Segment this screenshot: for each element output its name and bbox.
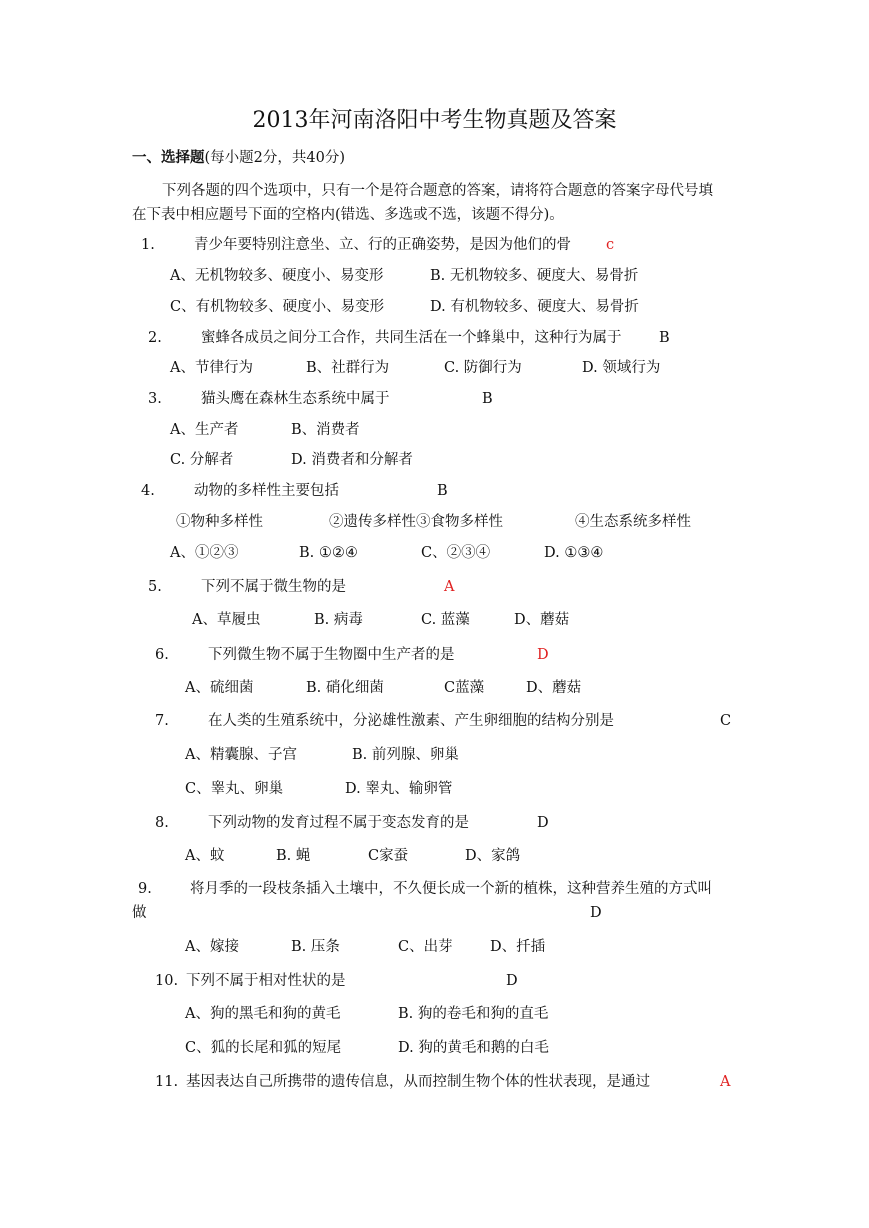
option-b: B. 蝇 — [276, 848, 311, 864]
option-c: C. 蓝藻 — [421, 612, 470, 628]
option-c: C、②③④ — [421, 545, 491, 561]
option-a: A、节律行为 — [170, 360, 253, 376]
question-answer: C — [720, 713, 732, 729]
question-number: 1. — [141, 237, 155, 253]
option-b: B、社群行为 — [306, 360, 390, 376]
question-answer: A — [444, 579, 455, 595]
option-c: C家蚕 — [368, 848, 409, 864]
option-b: B、消费者 — [291, 422, 360, 438]
question-number: 7. — [155, 713, 169, 729]
question-answer: D — [537, 815, 549, 831]
option-c: C、有机物较多、硬度小、易变形 — [170, 299, 385, 315]
question-stem: 青少年要特别注意坐、立、行的正确姿势，是因为他们的骨 — [194, 237, 571, 253]
page-title: 2013年河南洛阳中考生物真题及答案 — [252, 108, 617, 133]
option-d: D、蘑菇 — [526, 680, 582, 696]
question-stem-continued: 做 — [132, 905, 147, 921]
question-answer: D — [506, 973, 518, 989]
instructions-line-2: 在下表中相应题号下面的空格内(错选、多选或不选，该题不得分)。 — [132, 207, 564, 223]
choice-item: ②遗传多样性③食物多样性 — [329, 514, 503, 530]
option-b: B. ①②④ — [299, 545, 358, 561]
option-d: D、家鸽 — [465, 848, 521, 864]
option-a: A、草履虫 — [192, 612, 261, 628]
question-stem: 将月季的一段枝条插入土壤中，不久便长成一个新的植株，这种营养生殖的方式叫 — [190, 881, 712, 897]
option-b: B. 压条 — [291, 939, 340, 955]
section-heading — [132, 151, 345, 166]
option-b: B. 硝化细菌 — [306, 680, 384, 696]
option-b: B. 病毒 — [314, 612, 363, 628]
question-number: 6. — [155, 647, 169, 663]
question-number: 5. — [148, 579, 162, 595]
option-d: D、蘑菇 — [514, 612, 570, 628]
question-answer: B — [437, 483, 448, 499]
option-c: C. 分解者 — [170, 452, 234, 468]
option-d: D. 消费者和分解者 — [291, 452, 413, 468]
option-a: A、无机物较多、硬度小、易变形 — [170, 268, 384, 284]
option-d: D. 狗的黄毛和鹅的白毛 — [398, 1040, 549, 1056]
option-d: D、扦插 — [490, 939, 546, 955]
option-a: A、精囊腺、子宫 — [185, 747, 297, 763]
question-number: 4. — [141, 483, 155, 499]
question-answer: D — [590, 905, 602, 921]
option-a: A、生产者 — [170, 422, 239, 438]
option-c: C、出芽 — [398, 939, 453, 955]
question-stem: 基因表达自己所携带的遗传信息，从而控制生物个体的性状表现，是通过 — [186, 1074, 650, 1090]
question-stem: 在人类的生殖系统中，分泌雄性激素、产生卵细胞的结构分别是 — [208, 713, 614, 729]
option-c: C. 防御行为 — [444, 360, 522, 376]
question-answer: A — [720, 1074, 731, 1090]
option-d: D. 睾丸、输卵管 — [345, 781, 453, 797]
question-number: 10. — [155, 973, 179, 989]
option-d: D. ①③④ — [544, 545, 604, 561]
question-number: 11. — [155, 1074, 179, 1090]
question-number: 3. — [148, 391, 162, 407]
option-b: B. 狗的卷毛和狗的直毛 — [398, 1006, 549, 1022]
question-number: 8. — [155, 815, 169, 831]
question-number: 9. — [138, 881, 152, 897]
option-d: D. 领域行为 — [582, 360, 661, 376]
question-stem: 蜜蜂各成员之间分工合作，共同生活在一个蜂巢中，这种行为属于 — [201, 330, 622, 346]
question-answer: B — [482, 391, 493, 407]
question-answer: c — [606, 237, 615, 253]
option-b: B. 前列腺、卵巢 — [352, 747, 459, 763]
choice-item: ④生态系统多样性 — [575, 514, 691, 530]
option-c: C、睾丸、卵巢 — [185, 781, 284, 797]
question-stem: 猫头鹰在森林生态系统中属于 — [201, 391, 390, 407]
choice-item: ①物种多样性 — [176, 514, 263, 530]
option-a: A、蚊 — [185, 848, 225, 864]
question-stem: 下列动物的发育过程不属于变态发育的是 — [208, 815, 469, 831]
option-c: C、狐的长尾和狐的短尾 — [185, 1040, 342, 1056]
option-a: A、①②③ — [170, 545, 239, 561]
question-stem: 下列不属于微生物的是 — [201, 579, 346, 595]
question-stem: 动物的多样性主要包括 — [194, 483, 339, 499]
option-a: A、硫细菌 — [185, 680, 254, 696]
question-answer: D — [537, 647, 549, 663]
option-a: A、嫁接 — [185, 939, 239, 955]
option-b: B. 无机物较多、硬度大、易骨折 — [430, 268, 639, 284]
question-stem: 下列不属于相对性状的是 — [186, 973, 346, 989]
question-answer: B — [659, 330, 670, 346]
question-number: 2. — [148, 330, 162, 346]
option-d: D. 有机物较多、硬度大、易骨折 — [430, 299, 639, 315]
section-heading-label: 一、选择题 — [132, 149, 205, 166]
section-note: (每小题2分，共40分) — [204, 150, 345, 166]
question-stem: 下列微生物不属于生物圈中生产者的是 — [208, 647, 455, 663]
instructions-line-1: 下列各题的四个选项中，只有一个是符合题意的答案，请将符合题意的答案字母代号填 — [162, 183, 713, 199]
option-a: A、狗的黑毛和狗的黄毛 — [185, 1006, 341, 1022]
option-c: C蓝藻 — [444, 680, 485, 696]
